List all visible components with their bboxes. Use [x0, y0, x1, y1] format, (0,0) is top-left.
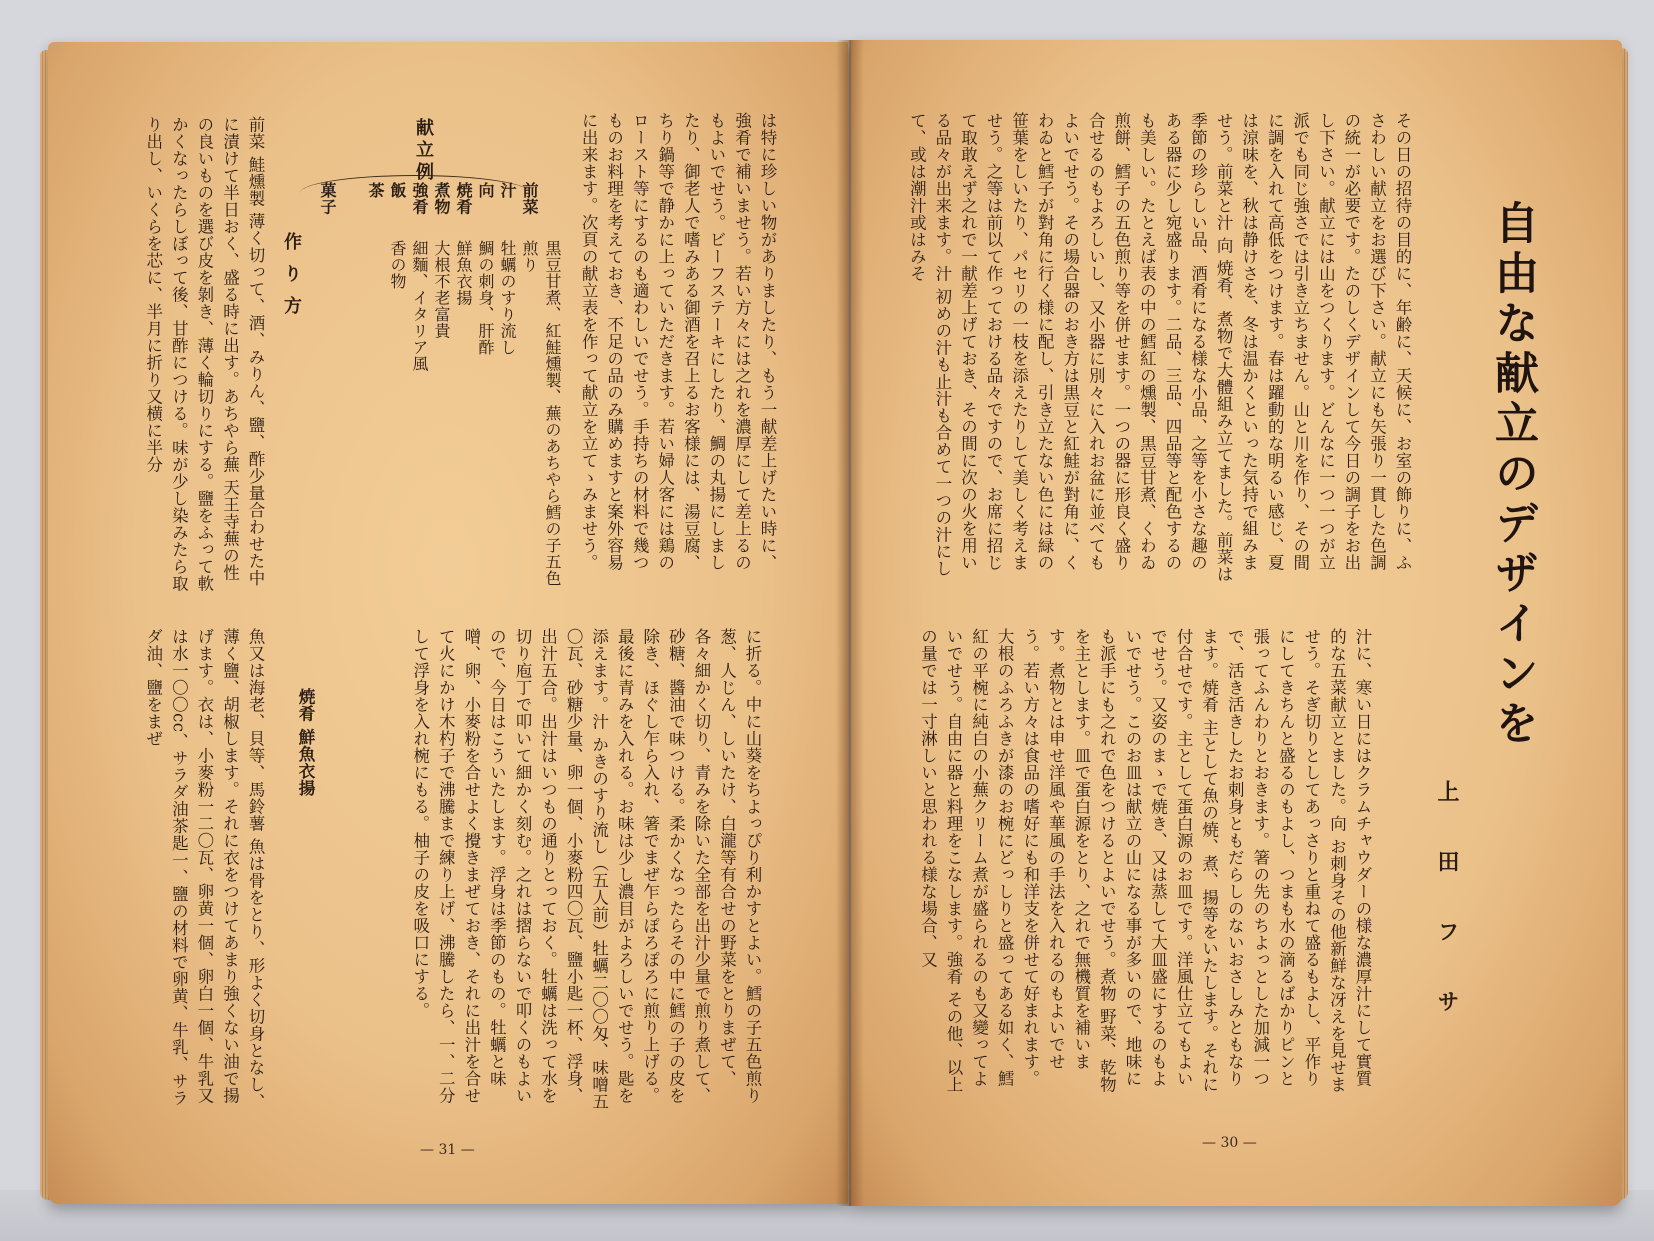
menu-item-label: 前菜: [520, 182, 539, 215]
left-page-upper-right-text: は特に珍しい物がありましたり、もう一献差上げたい時に、強肴で補いませう。若い方々には之れを濃厚にして差上るのもよいでせう。ビーフステーキにしたり、鯛の丸揚にしましたり、御老人で嗜みある御酒を召上るお客様には、湯豆腐、ちり鍋等で静かに上っていただきます。若い婦人客には鶏のロースト等にするのも適わしいでせう。手持ちの材料で幾つものお料理を考えておき、不足の品のみ購めますと案外容易に出来ます。次頁の献立表を作って献立を立てゝみませう。: [579, 112, 777, 571]
menu-item-value: 大根不老富貴: [432, 240, 451, 339]
article-title: 自由な献立のデザインを: [1487, 200, 1538, 750]
menu-item-label: 茶: [366, 182, 385, 199]
right-page-lower-text: 汁に、寒い日にはクラムチャウダーの様な濃厚汁にして實質的な五菜献立とました。向 お刺身その他新鮮な冴えを見せませう。そぎ切りとしてあっさりと重ねて盛るもよし、平作りにしてきちんと盛るのもよし、つまも水の滴るばかりピンと張ってふんわりとおきます。箸の先のちよっとした加減一つで、活き活きしたお刺身ともだらしのないおさしみともなります。焼肴 主として魚の焼、煮、揚等をいたします。それに付合せです。主として蛋白源のお皿です。洋風仕立てもよいでせう。又姿のまゝで焼き、又は蒸して大皿盛にするのもよいでせう。このお皿は献立の山になる事が多いので、地味にも派手にも之れで色をつけるとよいでせう。煮物 野菜、乾物を主とします。皿で蛋白源をとり、之れで無機質を補います。煮物とは申せ洋風や華風の手法を入れるのもよいでせう。若い方々は食品の嗜好にも和洋支を併せて好まれます。大根のふろふきが漆のお椀にどっしりと盛ってある如く、鱈紅の平椀に純白の小蕪クリーム煮が盛られるのも又變ってよいでせう。自由に器と料理をこなします。強肴 その他、以上の量では一寸淋しいと思われる様な場合、又: [918, 628, 1372, 1093]
menu-item-value: 牡蠣のすり流し: [498, 240, 517, 356]
book-gutter: [836, 40, 864, 1206]
lower-left-title: 焼肴 鮮魚衣揚: [296, 688, 315, 797]
right-page-upper-text: その日の招待の目的に、年齢に、天候に、お室の飾りに、ふさわしい献立をお選び下さい。献立にも矢張り一貫した色調の統一が必要です。たのしくデザインして今日の調子をお出し下さい。献立には山をつくります。どんなに一つ一つが立派でも同じ強さでは引き立ちません。山と川を作り、その間に調を入れて高低をつけます。春は躍動的な明るい感じ、夏は涼味を、秋は静けさを、冬は温かくといった気持で組みませう。前菜と汁 向 焼肴、煮物で大體組み立てました。前菜は季節の珍らしい品、酒肴になる様な小品、之等を小さな趣のある器に少し宛盛ります。二品、三品、四品等と配色するのも美しい。たとえば表の中の鱈紅の燻製、黒豆甘煮、くわゐ煎餅、鱈子の五色煎り等を併せます。一つの器に形良く盛り合せるのもよろしいし、又小器に別々に入れお盆に並べてもよいでせう。その場合器のおき方は黒豆と紅鮭が對角に、くわゐと鱈子が對角に行く様に配し、引き立たない色には緑の笹葉をしいたり、パセリの一枝を添えたりして美しく考えませう。之等は前以て作っておける品々ですので、お席に招じて取敢えず之れで一献差上げておき、その間に次の火を用いる品々が出来ます。汁 初めの汁も止汁も合めて一つの汁にして、或は潮汁或はみそ: [907, 112, 1412, 583]
menu-item-label: 飯: [388, 182, 407, 199]
menu-item-value: 鯛の刺身、肝酢: [476, 240, 495, 356]
left-page-lower-left-text: 魚又は海老、貝等、馬鈴薯 魚は骨をとり、形よく切身となし、薄く鹽、胡椒します。それに衣をつけてあまり強くない油で揚げます。衣は、小麥粉一二〇瓦、卵黄一個、卵白一個、牛乳又は水一〇〇cc、サラダ油茶匙一、鹽の材料で卵黄、牛乳、サラダ油、鹽をまぜ: [143, 628, 265, 1110]
page-number-31: — 31 —: [420, 1142, 475, 1158]
menu-item-value: 細麵、イタリア風: [410, 240, 429, 372]
menu-item-value: 鮮魚衣揚: [454, 240, 473, 306]
menu-item-label: 煮物: [432, 182, 451, 215]
menu-item-value: 香の物: [388, 240, 407, 290]
menu-item-label: 向: [476, 182, 495, 199]
howto-title: 作り方: [281, 232, 302, 328]
howto-text: 前菜 鮭燻製 薄く切って、酒、みりん、鹽、酢少量合わせた中に漬けて半日おく、盛る時に出す。あちやら蕪 天王寺蕪の性の良いものを選び皮を剝き、薄く輪切りにする。鹽をふって軟かくなったらしぼって後、甘酢につける。味が少し染みたら取り出し、いくらを芯に、半月に折り又横に半分: [143, 116, 265, 592]
menu-title: 献立例: [413, 118, 434, 184]
page-number-30: — 30 —: [1202, 1135, 1257, 1151]
menu-item-value: 黒豆甘煮、紅鮭燻製、蕪のあちやら鱈の子五色煎り: [520, 240, 562, 587]
author-name: 上田フサ: [1434, 780, 1460, 1060]
menu-item-label: 菓子: [318, 182, 337, 215]
menu-item-label: 焼肴: [454, 182, 473, 215]
left-page-lower-right-text: に折る。中に山葵をちよっぴり利かすとよい。鱈の子五色煎り 葱、人じん、しいたけ、白瀧等有合せの野菜をとりまぜて、各々細かく切り、青みを除いた全部を出汁少量で煎り煮して、砂糖、醬油で味つける。柔かくなったらその中に鱈の子の皮を除き、ほぐし乍ら入れ、箸でまぜ乍らぽろぽろに煎り上げる。最後に青みを入れる。お味は少し濃目がよろしいでせう。匙を添えます。汁 かきのすり流し（五人前）牡蠣二〇〇匁、味噌五〇瓦、砂糖少量、卵一個、小麥粉四〇瓦、鹽小匙一杯、浮身、出汁五合。出汁はいつもの通りとっておく。牡蠣は洗って水を切り庖丁で叩いて細かく刻む。之れは摺らないで叩くのもよいので、今日はこういたします。浮身は季節のもの。牡蠣と味噌、卵、小麥粉を合せよく攪きまぜておき、それに出汁を合せて火にかけ木杓子で沸騰まで練り上げ、沸騰したら、一、二分して浮身を入れ椀にもる。柚子の皮を吸口にする。: [410, 628, 762, 1110]
menu-item-label: 汁: [498, 182, 517, 199]
menu-item-label: 強肴: [410, 182, 429, 215]
